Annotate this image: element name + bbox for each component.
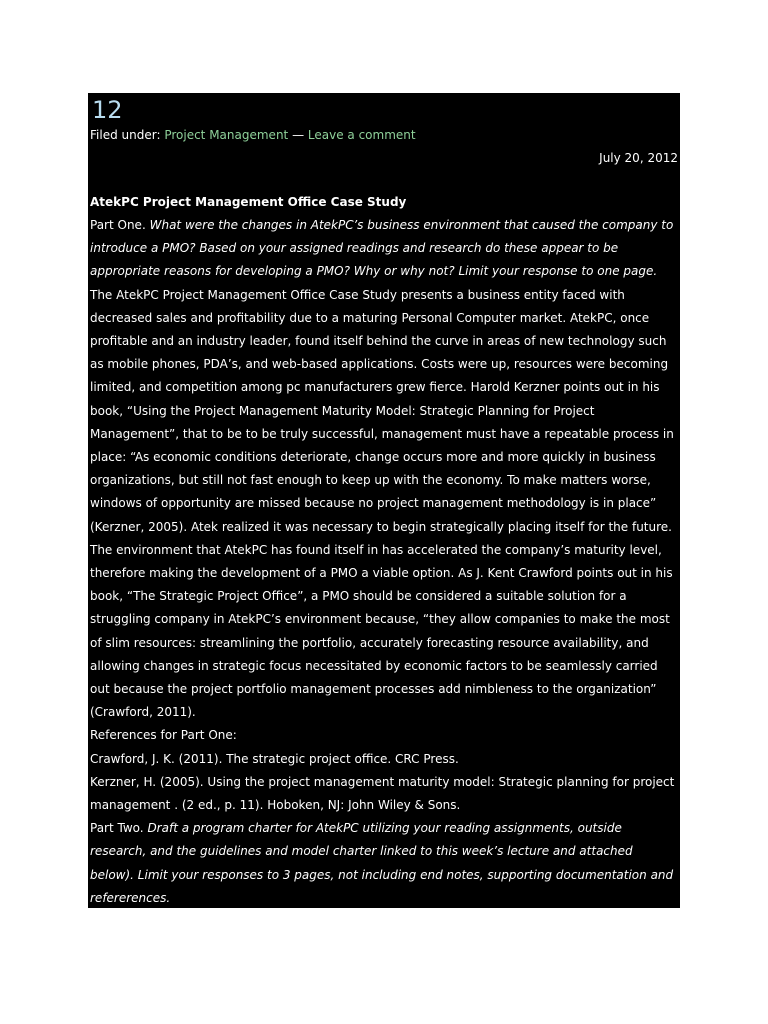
part-two-question: Draft a program charter for AtekPC utilizing your reading assignments, outside research, and the guidelines and model charter linked to this week’s lecture and attached below). Limit your responses to 3 pages, not including end notes, supporting documentation and refererences. [90, 821, 674, 905]
references-heading: References for Part One: [90, 728, 237, 743]
reference-crawford: Crawford, J. K. (2011). The strategic project office. CRC Press. [90, 751, 459, 766]
category-link[interactable]: Project Management [164, 128, 289, 142]
post-meta [90, 125, 678, 145]
part-one-label: Part One. [90, 218, 146, 232]
leave-comment-link[interactable]: Leave a comment [307, 128, 416, 142]
part-one-question: What were the changes in AtekPC’s business environment that caused the company to introduce a PMO? Based on your assigned readings and research do these appear to be appropriate reasons for developing a PMO? Why or why not? Limit your response to one page. [90, 218, 674, 279]
part-two-prompt [90, 817, 678, 910]
body-paragraph-1: The AtekPC Project Management Office Case Study presents a business entity faced with decreased sales and profitability due to a maturing Personal Computer market. AtekPC, once profitable and an industry leader, found itself behind the curve in areas of new technology such as mobile phones, PDA’s, and web-based applications. Costs were up, resources were becoming limited, and competition among pc manufacturers grew fierce. Harold Kerzner points out in his book, “Using the Project Management Maturity Model: Strategic Planning for Project Management”, that to be to be truly successful, management must have a repeatable process in place: “As economic conditions deteriorate, change occurs more and more quickly in business organizations, but still not fast enough to keep up with the economy. To make matters worse, windows of opportunity are missed because no project management methodology is in place” (Kerzner, 2005). Atek realized it was necessary to begin strategically placing itself for the future. [90, 287, 674, 534]
meta-separator: — [292, 128, 305, 142]
body-paragraph-2: The environment that AtekPC has found itself in has accelerated the company’s maturity level, therefore making the development of a PMO a viable option. As J. Kent Crawford points out in his book, “The Strategic Project Office”, a PMO should be considered a suitable solution for a struggling company in AtekPC’s environment because, “they allow companies to make the most of slim resources: streamlining the portfolio, accurately forecasting resource availability, and allowing changes in strategic focus necessitated by economic factors to be seamlessly carried out because the project portfolio management processes add nimbleness to the organization” (Crawford, 2011). [90, 542, 673, 720]
part-one-prompt [90, 214, 678, 284]
case-title: AtekPC Project Management Office Case Study [90, 195, 407, 209]
spacer [90, 168, 678, 191]
part-two-label: Part Two. [90, 821, 144, 836]
blog-post [88, 93, 680, 952]
post-date: July 20, 2012 [599, 151, 678, 165]
charter-heading: Program Charter Document [90, 914, 256, 929]
post-title[interactable]: 12 [92, 96, 123, 124]
filed-under-label: Filed under: [90, 128, 161, 142]
company-name: AtekPC [90, 937, 133, 952]
reference-kerzner: Kerzner, H. (2005). Using the project management maturity model: Strategic planning for project management . (2 ed., p. 11). Hoboken, NJ: John Wiley & Sons. [90, 774, 675, 813]
